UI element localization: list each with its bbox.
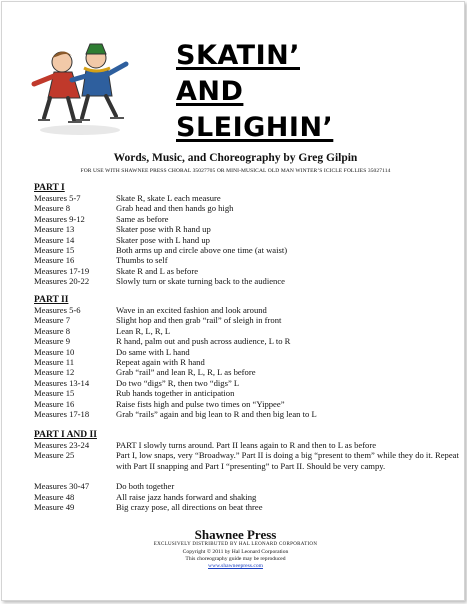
table-row xyxy=(34,266,454,276)
table-row xyxy=(34,481,454,491)
measure-label: Measure 7 xyxy=(34,315,71,326)
step-description: Do both together xyxy=(116,481,175,492)
measure-label: Measure 10 xyxy=(34,346,75,357)
table-row xyxy=(34,388,454,398)
step-description: Grab “rail” and lean R, L, R, L as before xyxy=(116,367,256,378)
table-row xyxy=(34,305,454,315)
step-description: All raise jazz hands forward and shaking xyxy=(116,491,257,502)
step-description: Same as before xyxy=(116,213,169,224)
measure-label: Measure 48 xyxy=(34,491,75,502)
table-row xyxy=(34,224,454,234)
table-row xyxy=(34,276,454,286)
measure-label: Measures 20-22 xyxy=(34,276,90,287)
section-heading: PART I xyxy=(34,183,65,193)
measure-label: Measure 49 xyxy=(34,502,75,513)
step-description: Lean R, L, R, L xyxy=(116,325,171,336)
step-description: Skate R, skate L each measure xyxy=(116,193,221,203)
reproduction-note: This choreography guide may be reproduced xyxy=(185,556,286,562)
step-description: Skater pose with L hand up xyxy=(116,234,210,245)
step-description: Rub hands together in anticipation xyxy=(116,388,235,399)
measure-label: Measures 30-47 xyxy=(34,481,90,492)
section-part-2 xyxy=(34,295,454,419)
measure-label: Measures 17-18 xyxy=(34,408,90,419)
title-line-2: AND xyxy=(176,76,244,107)
step-description: Skater pose with R hand up xyxy=(116,224,211,235)
measure-label: Measure 15 xyxy=(34,388,75,399)
measure-label: Measure 25 xyxy=(34,450,75,461)
section-part-1 xyxy=(34,183,454,287)
table-row xyxy=(34,450,459,481)
table-row xyxy=(34,347,454,357)
publisher-website-link[interactable]: www.shawneepress.com xyxy=(208,563,263,569)
byline: Words, Music, and Choreography by Greg Gilpin xyxy=(113,152,358,164)
measure-label: Measures 5-7 xyxy=(34,193,81,203)
table-row xyxy=(34,326,454,336)
table-row xyxy=(34,440,454,450)
measure-label: Measure 13 xyxy=(34,224,75,235)
measure-label: Measure 11 xyxy=(34,356,75,367)
copyright-line: Copyright © 2011 by Hal Leonard Corporation xyxy=(182,549,289,555)
table-row xyxy=(34,255,454,265)
document-page xyxy=(1,1,465,601)
step-description: Thumbs to self xyxy=(116,255,168,266)
table-row xyxy=(34,409,454,419)
step-description: Grab “rails” again and big lean to R and then big lean to L xyxy=(116,408,317,419)
measure-label: Measure 16 xyxy=(34,398,75,409)
skating-couple-illustration xyxy=(20,40,140,138)
step-description: Skate R and L as before xyxy=(116,265,199,276)
table-row xyxy=(34,336,454,346)
measure-label: Measures 9-12 xyxy=(34,213,85,224)
table-row xyxy=(34,492,454,502)
measure-label: Measures 17-19 xyxy=(34,265,90,276)
section-heading: PART I AND II xyxy=(34,430,97,440)
table-row xyxy=(34,315,454,325)
measure-label: Measures 13-14 xyxy=(34,377,90,388)
measure-label: Measures 23-24 xyxy=(34,440,90,450)
measure-label: Measure 12 xyxy=(34,367,75,378)
step-description: Both arms up and circle above one time (at waist) xyxy=(116,244,288,255)
table-row xyxy=(34,193,454,203)
table-row xyxy=(34,235,454,245)
measure-label: Measure 16 xyxy=(34,255,75,266)
measure-label: Measures 5-6 xyxy=(34,305,81,315)
title-line-3: SLEIGHIN’ xyxy=(176,112,334,143)
table-row xyxy=(34,502,454,512)
measure-label: Measure 8 xyxy=(34,203,71,214)
distributor-line: EXCLUSIVELY DISTRIBUTED BY HAL LEONARD CORPORATION xyxy=(153,542,318,547)
publisher-name: Shawnee Press xyxy=(194,527,277,542)
table-row xyxy=(34,203,454,213)
section-heading: PART II xyxy=(34,295,69,305)
step-description: Do two “digs” R, then two “digs” L xyxy=(116,377,240,388)
step-description: Slight hop and then grab “rail” of sleigh in front xyxy=(116,315,282,326)
measure-label: Measure 9 xyxy=(34,336,71,347)
step-description: Slowly turn or skate turning back to the audience xyxy=(116,276,285,287)
step-description: R hand, palm out and push across audience, L to R xyxy=(116,336,291,347)
measure-label: Measure 8 xyxy=(34,325,71,336)
use-line: FOR USE WITH SHAWNEE PRESS CHORAL 35027705 OR MINI-MUSICAL OLD MAN WINTER’S ICICLE FOLLIES 35027114 xyxy=(80,168,391,174)
step-description: Raise fists high and pulse two times on “Yippee” xyxy=(116,398,285,409)
step-description: Grab head and then hands go high xyxy=(116,203,234,214)
section-part-1-and-2 xyxy=(34,430,459,513)
step-description: Part I, low snaps, very “Broadway.” Part II is doing a big “present to them” while they do it. Repeat with Part II snapping and Part I “presenting” to Part II. Should be very campy. xyxy=(116,450,459,471)
step-description: Wave in an excited fashion and look around xyxy=(116,305,267,315)
table-row xyxy=(34,245,454,255)
title-line-1: SKATIN’ xyxy=(176,40,300,71)
step-description: Do same with L hand xyxy=(116,346,190,357)
table-row xyxy=(34,378,454,388)
measure-label: Measure 15 xyxy=(34,244,75,255)
step-description: Repeat again with R hand xyxy=(116,356,205,367)
table-row xyxy=(34,399,454,409)
table-row xyxy=(34,214,454,224)
table-row xyxy=(34,367,454,377)
table-row xyxy=(34,357,454,367)
measure-label: Measure 14 xyxy=(34,234,75,245)
step-description: PART I slowly turns around. Part II leans again to R and then to L as before xyxy=(116,440,377,450)
step-description: Big crazy pose, all directions on beat three xyxy=(116,502,263,513)
